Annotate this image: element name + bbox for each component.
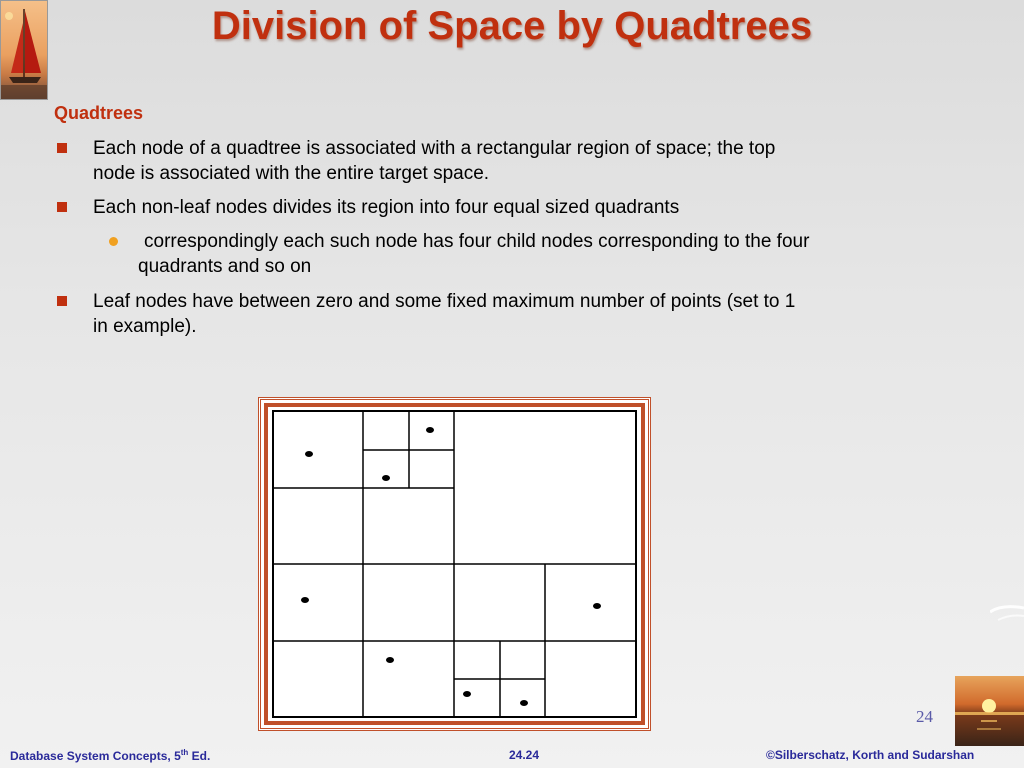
page-number: 24: [916, 707, 933, 726]
data-point: [382, 475, 390, 481]
sub-bullet-line-2: quadrants and so on: [138, 256, 312, 277]
sub-bullet-line-1: correspondingly each such node has four child nodes corresponding to the four: [144, 231, 810, 252]
slide-title: Division of Space by Quadtrees: [211, 4, 813, 48]
data-point: [463, 691, 471, 697]
sunset-logo: [955, 676, 1024, 746]
section-heading: Quadtrees: [54, 103, 144, 123]
data-point: [301, 597, 309, 603]
data-point: [593, 603, 601, 609]
data-point: [386, 657, 394, 663]
footer-copyright: ©Silberschatz, Korth and Sudarshan: [766, 748, 975, 762]
footer-slide-number: 24.24: [509, 748, 540, 762]
data-point: [305, 451, 313, 457]
sunset-icon: [955, 676, 1024, 746]
data-point: [520, 700, 528, 706]
bullet-3-line-2: in example).: [93, 316, 197, 337]
footer-book-title: Database System Concepts, 5th Ed.: [10, 748, 211, 763]
bullet-2-line-1: Each non-leaf nodes divides its region into four equal sized quadrants: [93, 197, 680, 218]
data-point: [426, 427, 434, 433]
bullet-1-line-2: node is associated with the entire target space.: [93, 163, 490, 184]
decorative-wave-icon: [990, 600, 1024, 622]
bullet-1-line-1: Each node of a quadtree is associated with a rectangular region of space; the top: [93, 138, 776, 159]
bullet-3-line-1: Leaf nodes have between zero and some fixed maximum number of points (set to 1: [93, 291, 796, 312]
